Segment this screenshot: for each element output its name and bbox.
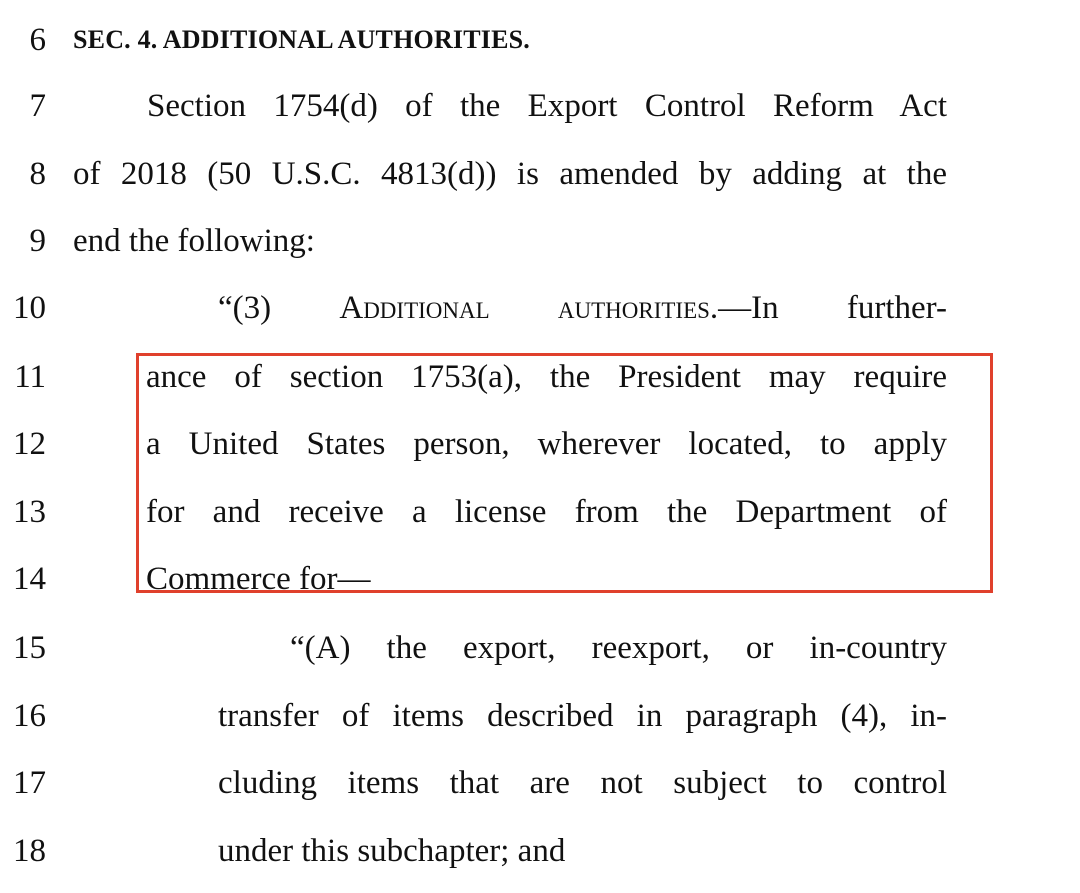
line-6 <box>0 20 1080 60</box>
line-17 <box>0 763 1080 803</box>
line-text: cluding items that are not subject to control <box>218 765 947 801</box>
line-number: 11 <box>14 359 46 395</box>
highlight-annotation-box <box>136 353 993 593</box>
line-number: 15 <box>13 630 46 666</box>
line-number: 12 <box>13 426 46 462</box>
paragraph-heading: Additional authorities. <box>339 290 719 326</box>
line-text: end the following: <box>73 223 315 259</box>
line-number: 18 <box>13 833 46 869</box>
line-number: 8 <box>29 156 46 192</box>
section-heading: SEC. 4. ADDITIONAL AUTHORITIES. <box>73 25 530 54</box>
line-15 <box>0 628 1080 668</box>
paragraph-lead: —In further- <box>718 290 947 326</box>
paragraph-marker: “(3) <box>218 290 272 326</box>
line-text <box>218 288 947 328</box>
line-text: Commerce for— <box>146 561 371 597</box>
line-10 <box>0 288 1080 328</box>
line-8 <box>0 154 1080 194</box>
line-number: 9 <box>29 223 46 259</box>
line-text: ance of section 1753(a), the President may require <box>146 359 947 395</box>
line-number: 17 <box>13 765 46 801</box>
line-text: of 2018 (50 U.S.C. 4813(d)) is amended by adding at the <box>73 156 947 192</box>
line-9 <box>0 221 1080 261</box>
line-number: 14 <box>13 561 46 597</box>
line-text: under this subchapter; and <box>218 833 566 869</box>
line-text: for and receive a license from the Department of <box>146 494 947 530</box>
line-text: Section 1754(d) of the Export Control Reform Act <box>147 88 947 124</box>
line-number: 10 <box>13 290 46 326</box>
line-number: 13 <box>13 494 46 530</box>
line-16 <box>0 696 1080 736</box>
line-7 <box>0 86 1080 126</box>
line-text: transfer of items described in paragraph (4), in- <box>218 698 947 734</box>
line-number: 7 <box>29 88 46 124</box>
line-text: a United States person, wherever located, to apply <box>146 426 947 462</box>
line-18 <box>0 831 1080 871</box>
line-number: 16 <box>13 698 46 734</box>
line-text: “(A) the export, reexport, or in-country <box>290 630 947 666</box>
line-number: 6 <box>29 22 46 58</box>
